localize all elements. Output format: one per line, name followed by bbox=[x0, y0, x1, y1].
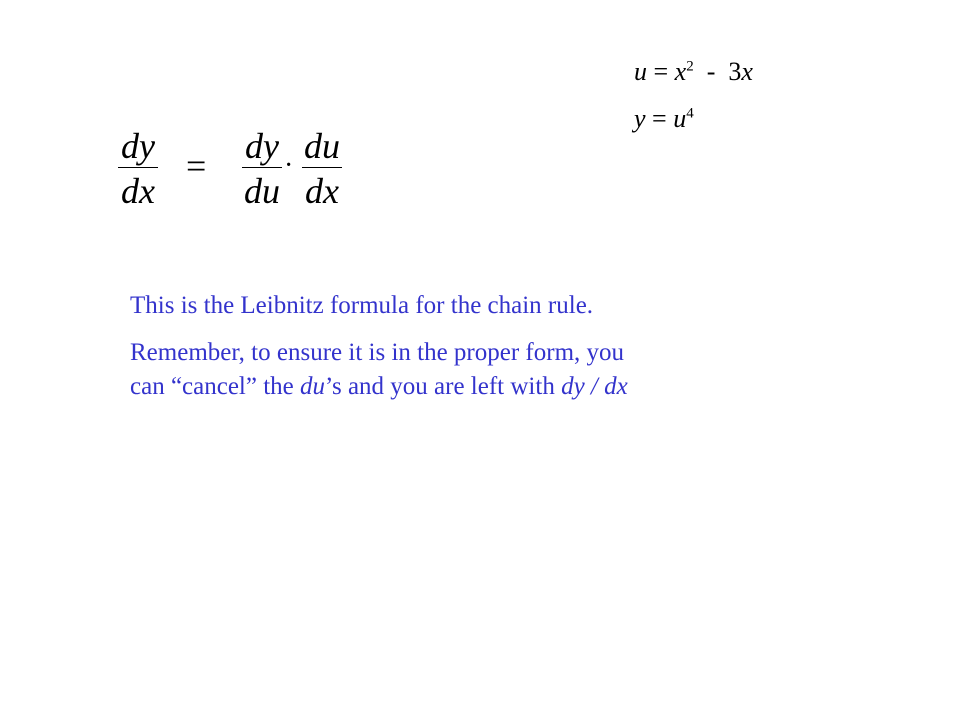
p2-dydx-term: dy / dx bbox=[561, 373, 628, 400]
y-exponent: 4 bbox=[686, 105, 694, 122]
denominator: dx bbox=[305, 171, 339, 211]
multiplication-dot: · bbox=[284, 150, 294, 181]
fraction-dy-du bbox=[242, 128, 282, 209]
fraction-du-dx bbox=[302, 128, 342, 209]
leibniz-formula bbox=[118, 126, 358, 211]
u-symbol-2: u bbox=[673, 104, 687, 133]
equals-sign: = bbox=[186, 146, 207, 186]
x-symbol: x bbox=[674, 57, 687, 86]
u-definition bbox=[634, 48, 753, 95]
u-exponent: 2 bbox=[686, 58, 694, 75]
u-minus-term: - 3 bbox=[693, 57, 742, 86]
y-symbol: y bbox=[634, 104, 646, 133]
p2-text-1: Remember, to ensure it is in the proper form, you can “cancel” the bbox=[130, 339, 625, 400]
fraction-bar bbox=[242, 167, 282, 168]
fraction-bar bbox=[302, 167, 342, 168]
p2-text-2: ’s and you are left with bbox=[325, 373, 562, 400]
numerator: du bbox=[304, 126, 340, 166]
fraction-dy-dx bbox=[118, 128, 158, 209]
p2-du-term: du bbox=[300, 373, 326, 400]
numerator: dy bbox=[121, 126, 155, 166]
variable-definitions bbox=[634, 48, 753, 142]
y-equals: = bbox=[645, 104, 674, 133]
u-equals: = bbox=[647, 57, 675, 86]
denominator: du bbox=[244, 171, 280, 211]
y-definition bbox=[634, 95, 753, 142]
explanation-text bbox=[130, 289, 650, 404]
numerator: dy bbox=[245, 126, 279, 166]
denominator: dx bbox=[121, 171, 155, 211]
u-symbol: u bbox=[634, 57, 647, 86]
explanation-paragraph-2 bbox=[130, 336, 650, 404]
fraction-bar bbox=[118, 167, 158, 168]
explanation-paragraph-1: This is the Leibnitz formula for the chain rule. bbox=[130, 292, 594, 319]
x-symbol-2: x bbox=[741, 57, 753, 86]
